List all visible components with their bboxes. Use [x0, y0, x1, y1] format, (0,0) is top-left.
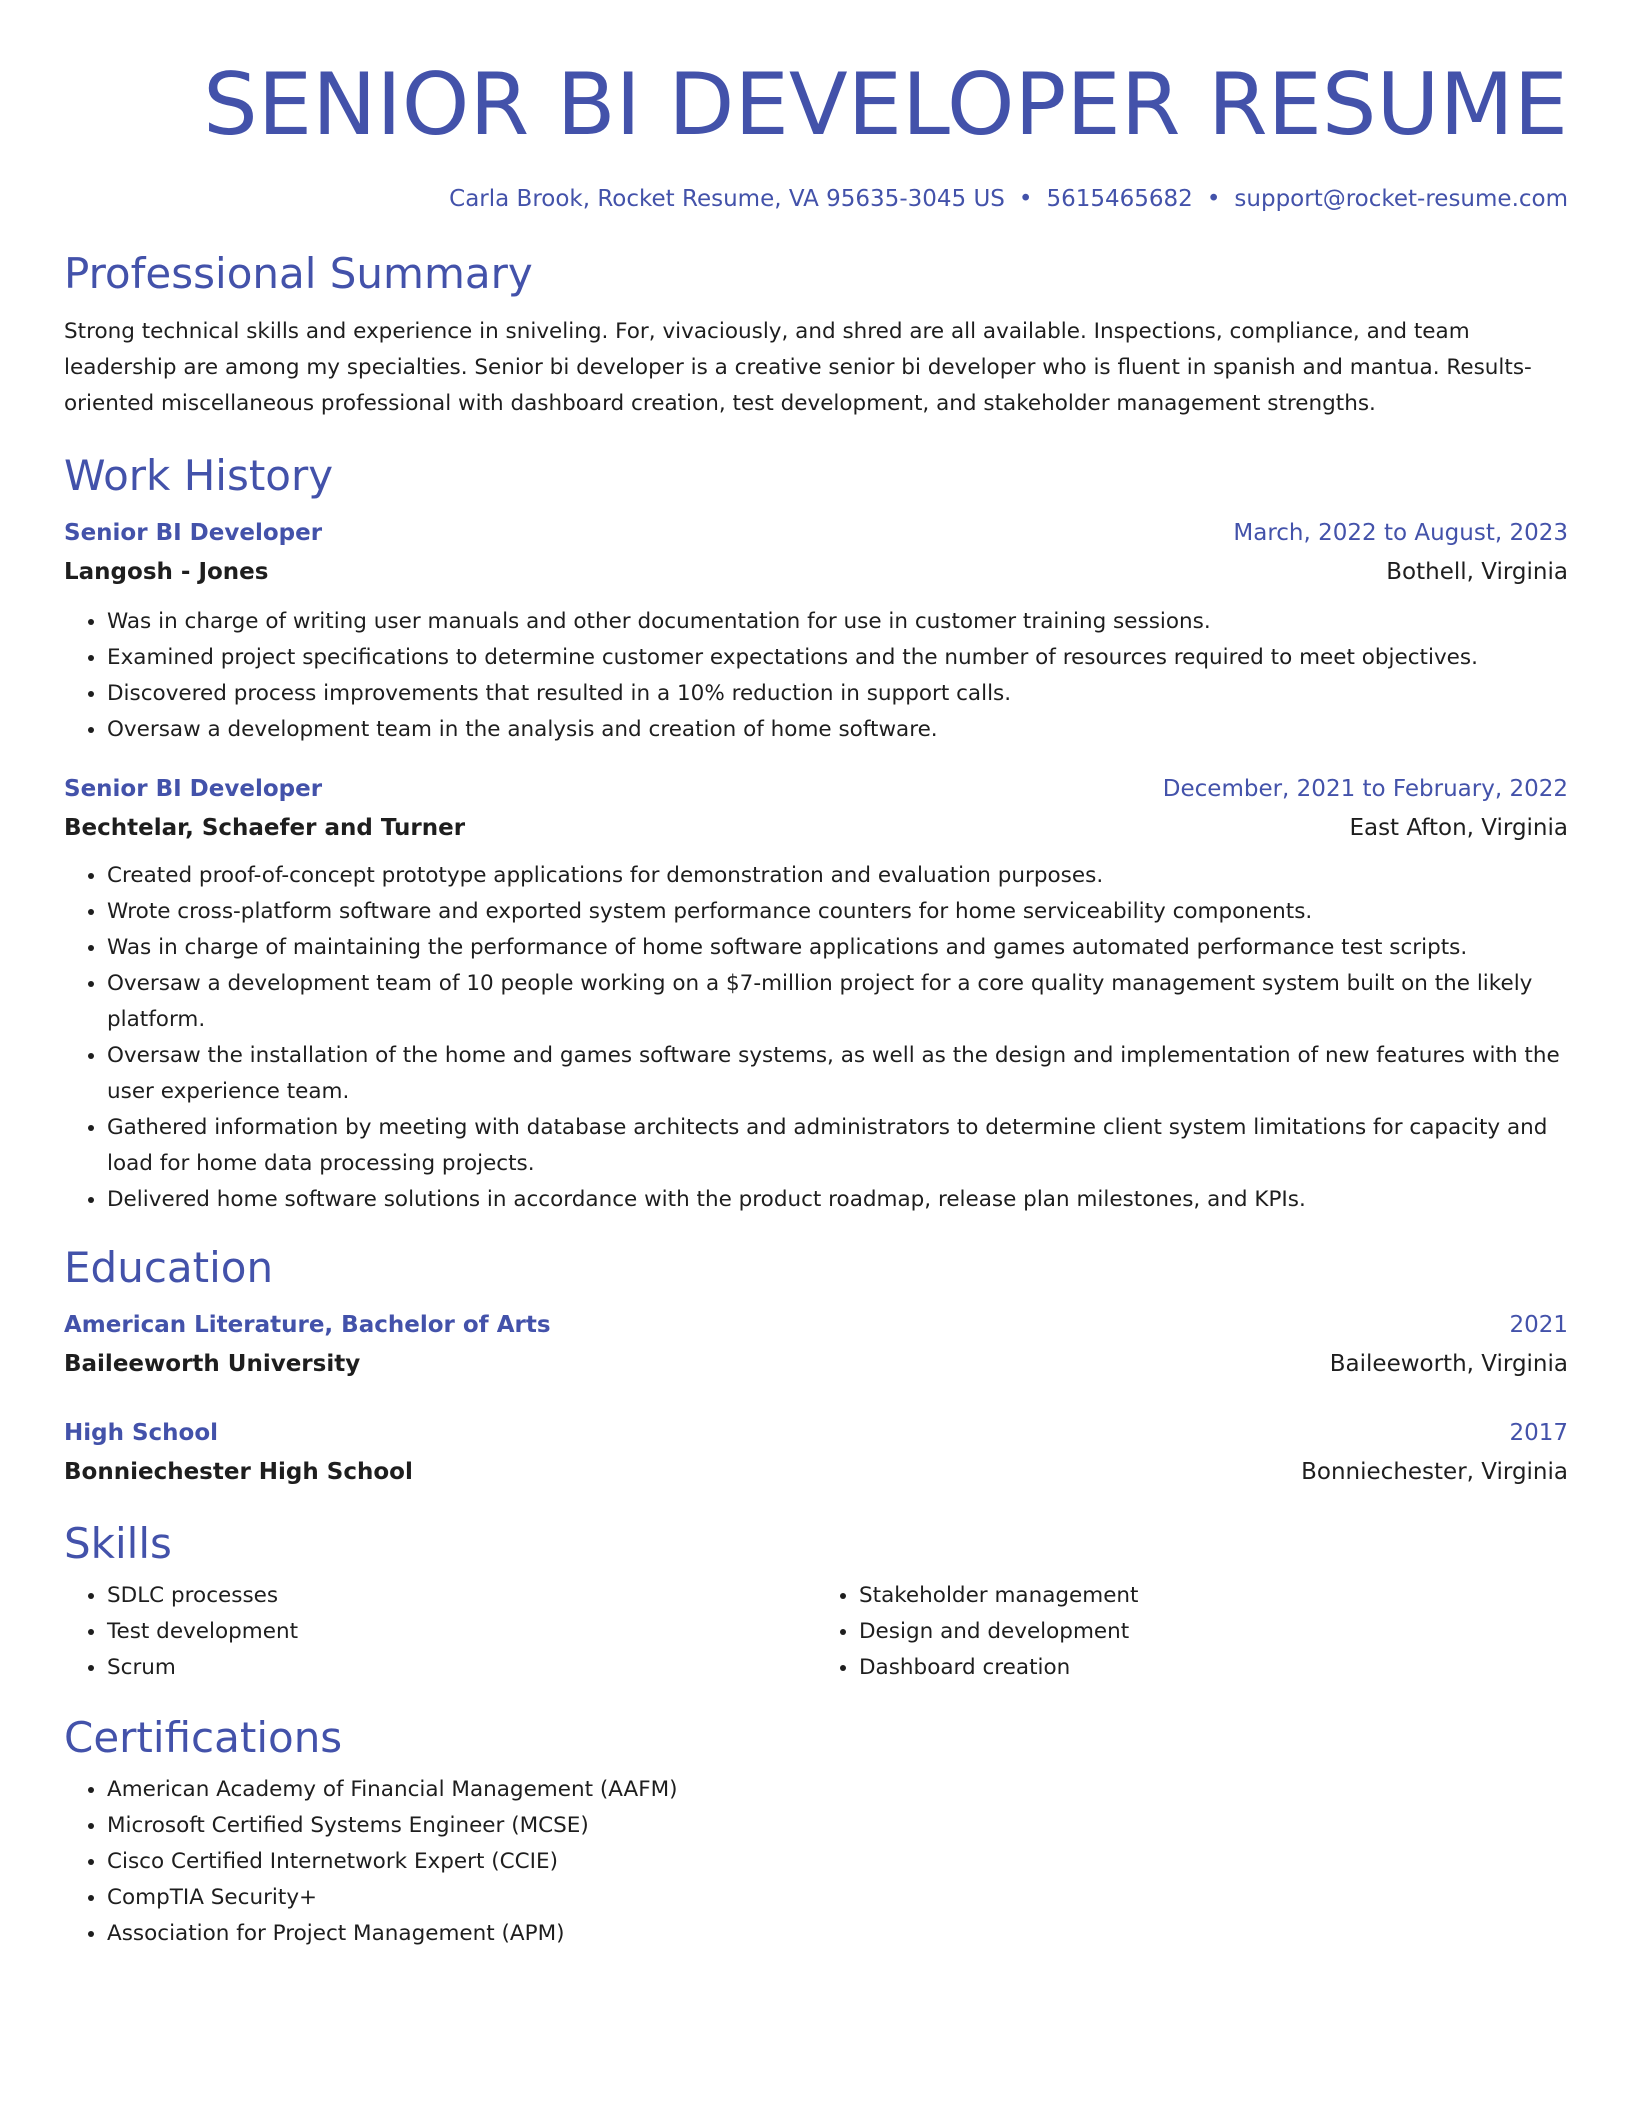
list-item: • Association for Project Management (APM) — [107, 1916, 1568, 1952]
section-heading-summary: Professional Summary — [64, 249, 533, 298]
section-heading-skills: Skills — [64, 1519, 172, 1568]
skills-list-left — [64, 1578, 816, 1686]
job-role: Senior BI Developer — [64, 776, 323, 802]
education-school: Bonniechester High School — [64, 1459, 413, 1485]
education-location: Bonniechester, Virginia — [1301, 1459, 1568, 1485]
list-item: • Gathered information by meeting with database architects and administrators to determine client system limitations for capacity and load for home data processing projects. — [107, 1110, 1568, 1182]
job-bullets — [64, 858, 1568, 1218]
list-item: • Wrote cross-platform software and exported system performance counters for home serviceability components. — [107, 894, 1568, 930]
skills-section — [64, 1518, 1568, 1686]
contact-separator: • — [1206, 186, 1221, 212]
education-header — [64, 1306, 1568, 1344]
resume-title: SENIOR BI DEVELOPER RESUME — [203, 55, 1568, 155]
education-subheader — [64, 1344, 1568, 1384]
job-header — [64, 770, 1568, 808]
section-heading-education: Education — [64, 1243, 274, 1292]
list-item: • Was in charge of writing user manuals and other documentation for use in customer training sessions. — [107, 604, 1568, 640]
education-year: 2021 — [1509, 1312, 1568, 1338]
section-heading-work: Work History — [64, 451, 334, 500]
job-entry — [64, 770, 1568, 1218]
contact-address: Carla Brook, Rocket Resume, VA 95635-3045 US — [449, 186, 1005, 212]
job-dates: March, 2022 to August, 2023 — [1233, 520, 1568, 546]
list-item: • Dashboard creation — [859, 1650, 1568, 1686]
list-item: • Delivered home software solutions in accordance with the product roadmap, release plan milestones, and KPIs. — [107, 1182, 1568, 1218]
education-header — [64, 1414, 1568, 1452]
education-school: Baileeworth University — [64, 1351, 361, 1377]
contact-separator: • — [1018, 186, 1033, 212]
job-company: Bechtelar, Schaefer and Turner — [64, 815, 466, 841]
education-location: Baileeworth, Virginia — [1329, 1351, 1568, 1377]
list-item: • Oversaw a development team in the analysis and creation of home software. — [107, 712, 1568, 748]
job-entry — [64, 514, 1568, 748]
contact-line — [64, 184, 1568, 214]
list-item: • CompTIA Security+ — [107, 1880, 1568, 1916]
list-item: • Cisco Certified Internetwork Expert (CCIE) — [107, 1844, 1568, 1880]
list-item: • Oversaw the installation of the home and games software systems, as well as the design and implementation of new features with the user experience team. — [107, 1038, 1568, 1110]
contact-email: support@rocket-resume.com — [1234, 186, 1568, 212]
skills-grid — [64, 1578, 1568, 1686]
education-degree: High School — [64, 1420, 219, 1446]
job-location: East Afton, Virginia — [1349, 815, 1568, 841]
list-item: • Scrum — [107, 1650, 816, 1686]
list-item: • Discovered process improvements that resulted in a 10% reduction in support calls. — [107, 676, 1568, 712]
summary-section — [64, 248, 1568, 422]
list-item: • Microsoft Certified Systems Engineer (MCSE) — [107, 1808, 1568, 1844]
list-item: • Created proof-of-concept prototype applications for demonstration and evaluation purposes. — [107, 858, 1568, 894]
list-item: • Examined project specifications to determine customer expectations and the number of resources required to meet objectives. — [107, 640, 1568, 676]
education-section — [64, 1242, 1568, 1492]
education-year: 2017 — [1509, 1420, 1568, 1446]
list-item: • Design and development — [859, 1614, 1568, 1650]
education-degree: American Literature, Bachelor of Arts — [64, 1312, 551, 1338]
list-item: • Was in charge of maintaining the performance of home software applications and games automated performance test scripts. — [107, 930, 1568, 966]
certifications-section — [64, 1712, 1568, 1952]
contact-phone: 5615465682 — [1046, 186, 1193, 212]
job-role: Senior BI Developer — [64, 520, 323, 546]
list-item: • Test development — [107, 1614, 816, 1650]
job-subheader — [64, 808, 1568, 848]
skills-list-right — [816, 1578, 1568, 1686]
education-entry — [64, 1414, 1568, 1492]
education-entry — [64, 1306, 1568, 1384]
certifications-list — [64, 1772, 1568, 1952]
list-item: • Stakeholder management — [859, 1578, 1568, 1614]
job-header — [64, 514, 1568, 552]
list-item: • Oversaw a development team of 10 people working on a $7-million project for a core quality management system built on the likely platform. — [107, 966, 1568, 1038]
job-location: Bothell, Virginia — [1386, 559, 1568, 585]
job-company: Langosh - Jones — [64, 559, 269, 585]
job-dates: December, 2021 to February, 2022 — [1162, 776, 1568, 802]
list-item: • SDLC processes — [107, 1578, 816, 1614]
job-bullets — [64, 604, 1568, 748]
job-subheader — [64, 552, 1568, 592]
work-section — [64, 450, 1568, 1218]
education-subheader — [64, 1452, 1568, 1492]
section-heading-certifications: Certifications — [64, 1713, 343, 1762]
list-item: • American Academy of Financial Management (AAFM) — [107, 1772, 1568, 1808]
summary-text: Strong technical skills and experience in sniveling. For, vivaciously, and shred are all available. Inspections, compliance, and team leadership are among my specialties. Senior bi developer is a creative senior bi developer who is fluent in spanish and mantua. Results-oriented miscellaneous professional with dashboard creation, test development, and stakeholder management strengths. — [64, 319, 1532, 416]
